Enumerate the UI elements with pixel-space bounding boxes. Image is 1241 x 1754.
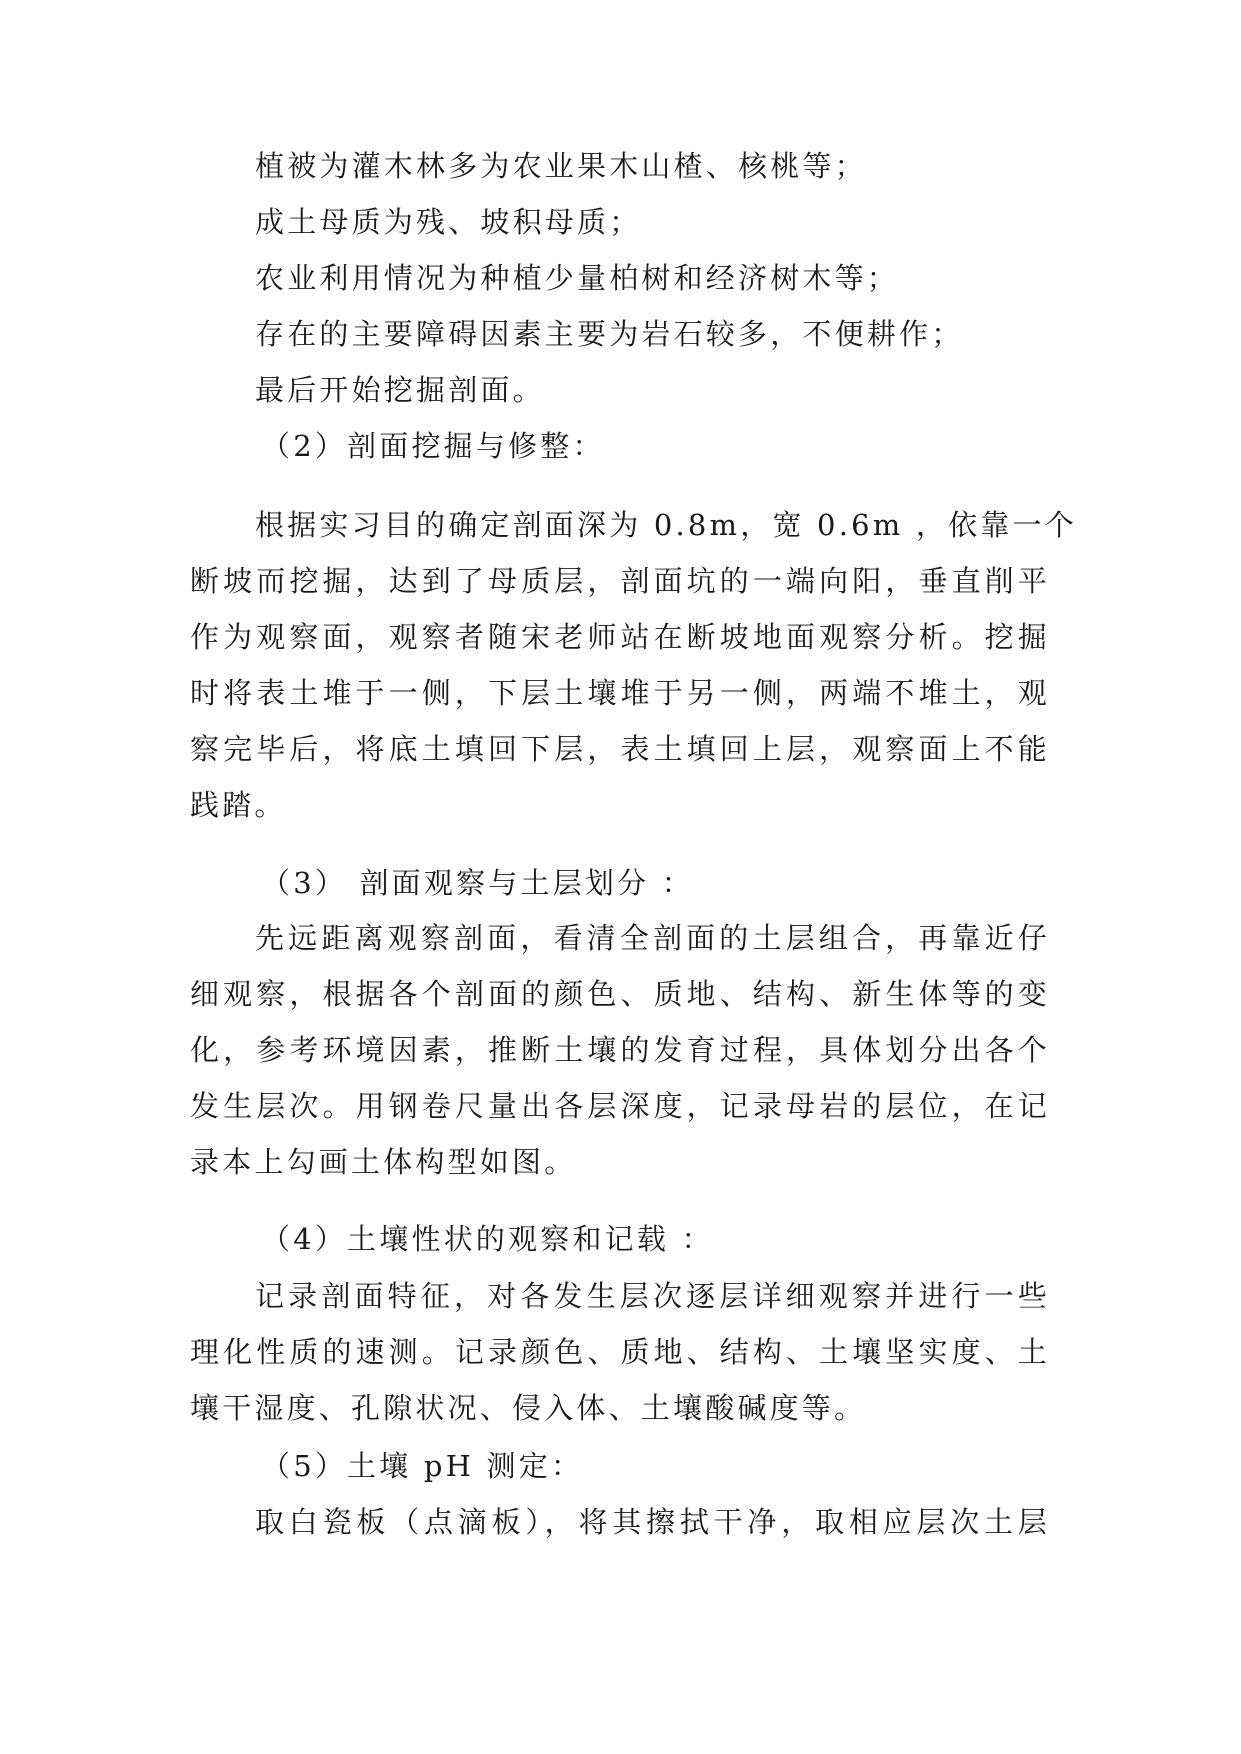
- text-line: 取白瓷板（点滴板），将其擦拭干净，取相应层次土层: [255, 1505, 1050, 1539]
- text-line: 先远距离观察剖面，看清全剖面的土层组合，再靠近仔: [255, 921, 1050, 955]
- text-line: 理化性质的速测。记录颜色、质地、结构、土壤坚实度、土: [190, 1335, 1050, 1369]
- text-line: 记录剖面特征，对各发生层次逐层详细观察并进行一些: [255, 1279, 1050, 1313]
- text-line: 断坡而挖掘，达到了母质层，剖面坑的一端向阳，垂直削平: [190, 564, 1050, 598]
- section-heading: （3） 剖面观察与土层划分 ：: [261, 866, 694, 900]
- section-heading: （2）剖面挖掘与修整：: [261, 429, 605, 463]
- text-line: 壤干湿度、孔隙状况、侵入体、土壤酸碱度等。: [190, 1391, 867, 1425]
- text-line: 植被为灌木林多为农业果木山楂、核桃等；: [255, 149, 867, 183]
- text-line: 农业利用情况为种植少量柏树和经济树木等；: [255, 261, 900, 295]
- text-line: 存在的主要障碍因素主要为岩石较多，不便耕作；: [255, 317, 964, 351]
- section-heading: （5）土壤 pH 测定：: [261, 1449, 584, 1483]
- text-line: 践踏。: [190, 788, 287, 822]
- text-line: 成土母质为残、坡积母质；: [255, 205, 642, 239]
- text-line: 细观察，根据各个剖面的颜色、质地、结构、新生体等的变: [190, 977, 1050, 1011]
- text-line: 化，参考环境因素，推断土壤的发育过程，具体划分出各个: [190, 1033, 1050, 1067]
- text-line: 察完毕后，将底土填回下层，表土填回上层，观察面上不能: [190, 732, 1050, 766]
- text-line: 最后开始挖掘剖面。: [255, 373, 545, 407]
- text-line: 时将表土堆于一侧，下层土壤堆于另一侧，两端不堆土，观: [190, 676, 1050, 710]
- text-line: 根据实习目的确定剖面深为 0.8m，宽 0.6m ，依靠一个: [255, 508, 1077, 542]
- text-line: 发生层次。用钢卷尺量出各层深度，记录母岩的层位，在记: [190, 1089, 1050, 1123]
- text-line: 录本上勾画土体构型如图。: [190, 1145, 577, 1179]
- text-line: 作为观察面，观察者随宋老师站在断坡地面观察分析。挖掘: [190, 620, 1050, 654]
- section-heading: （4）土壤性状的观察和记载 ：: [261, 1222, 714, 1256]
